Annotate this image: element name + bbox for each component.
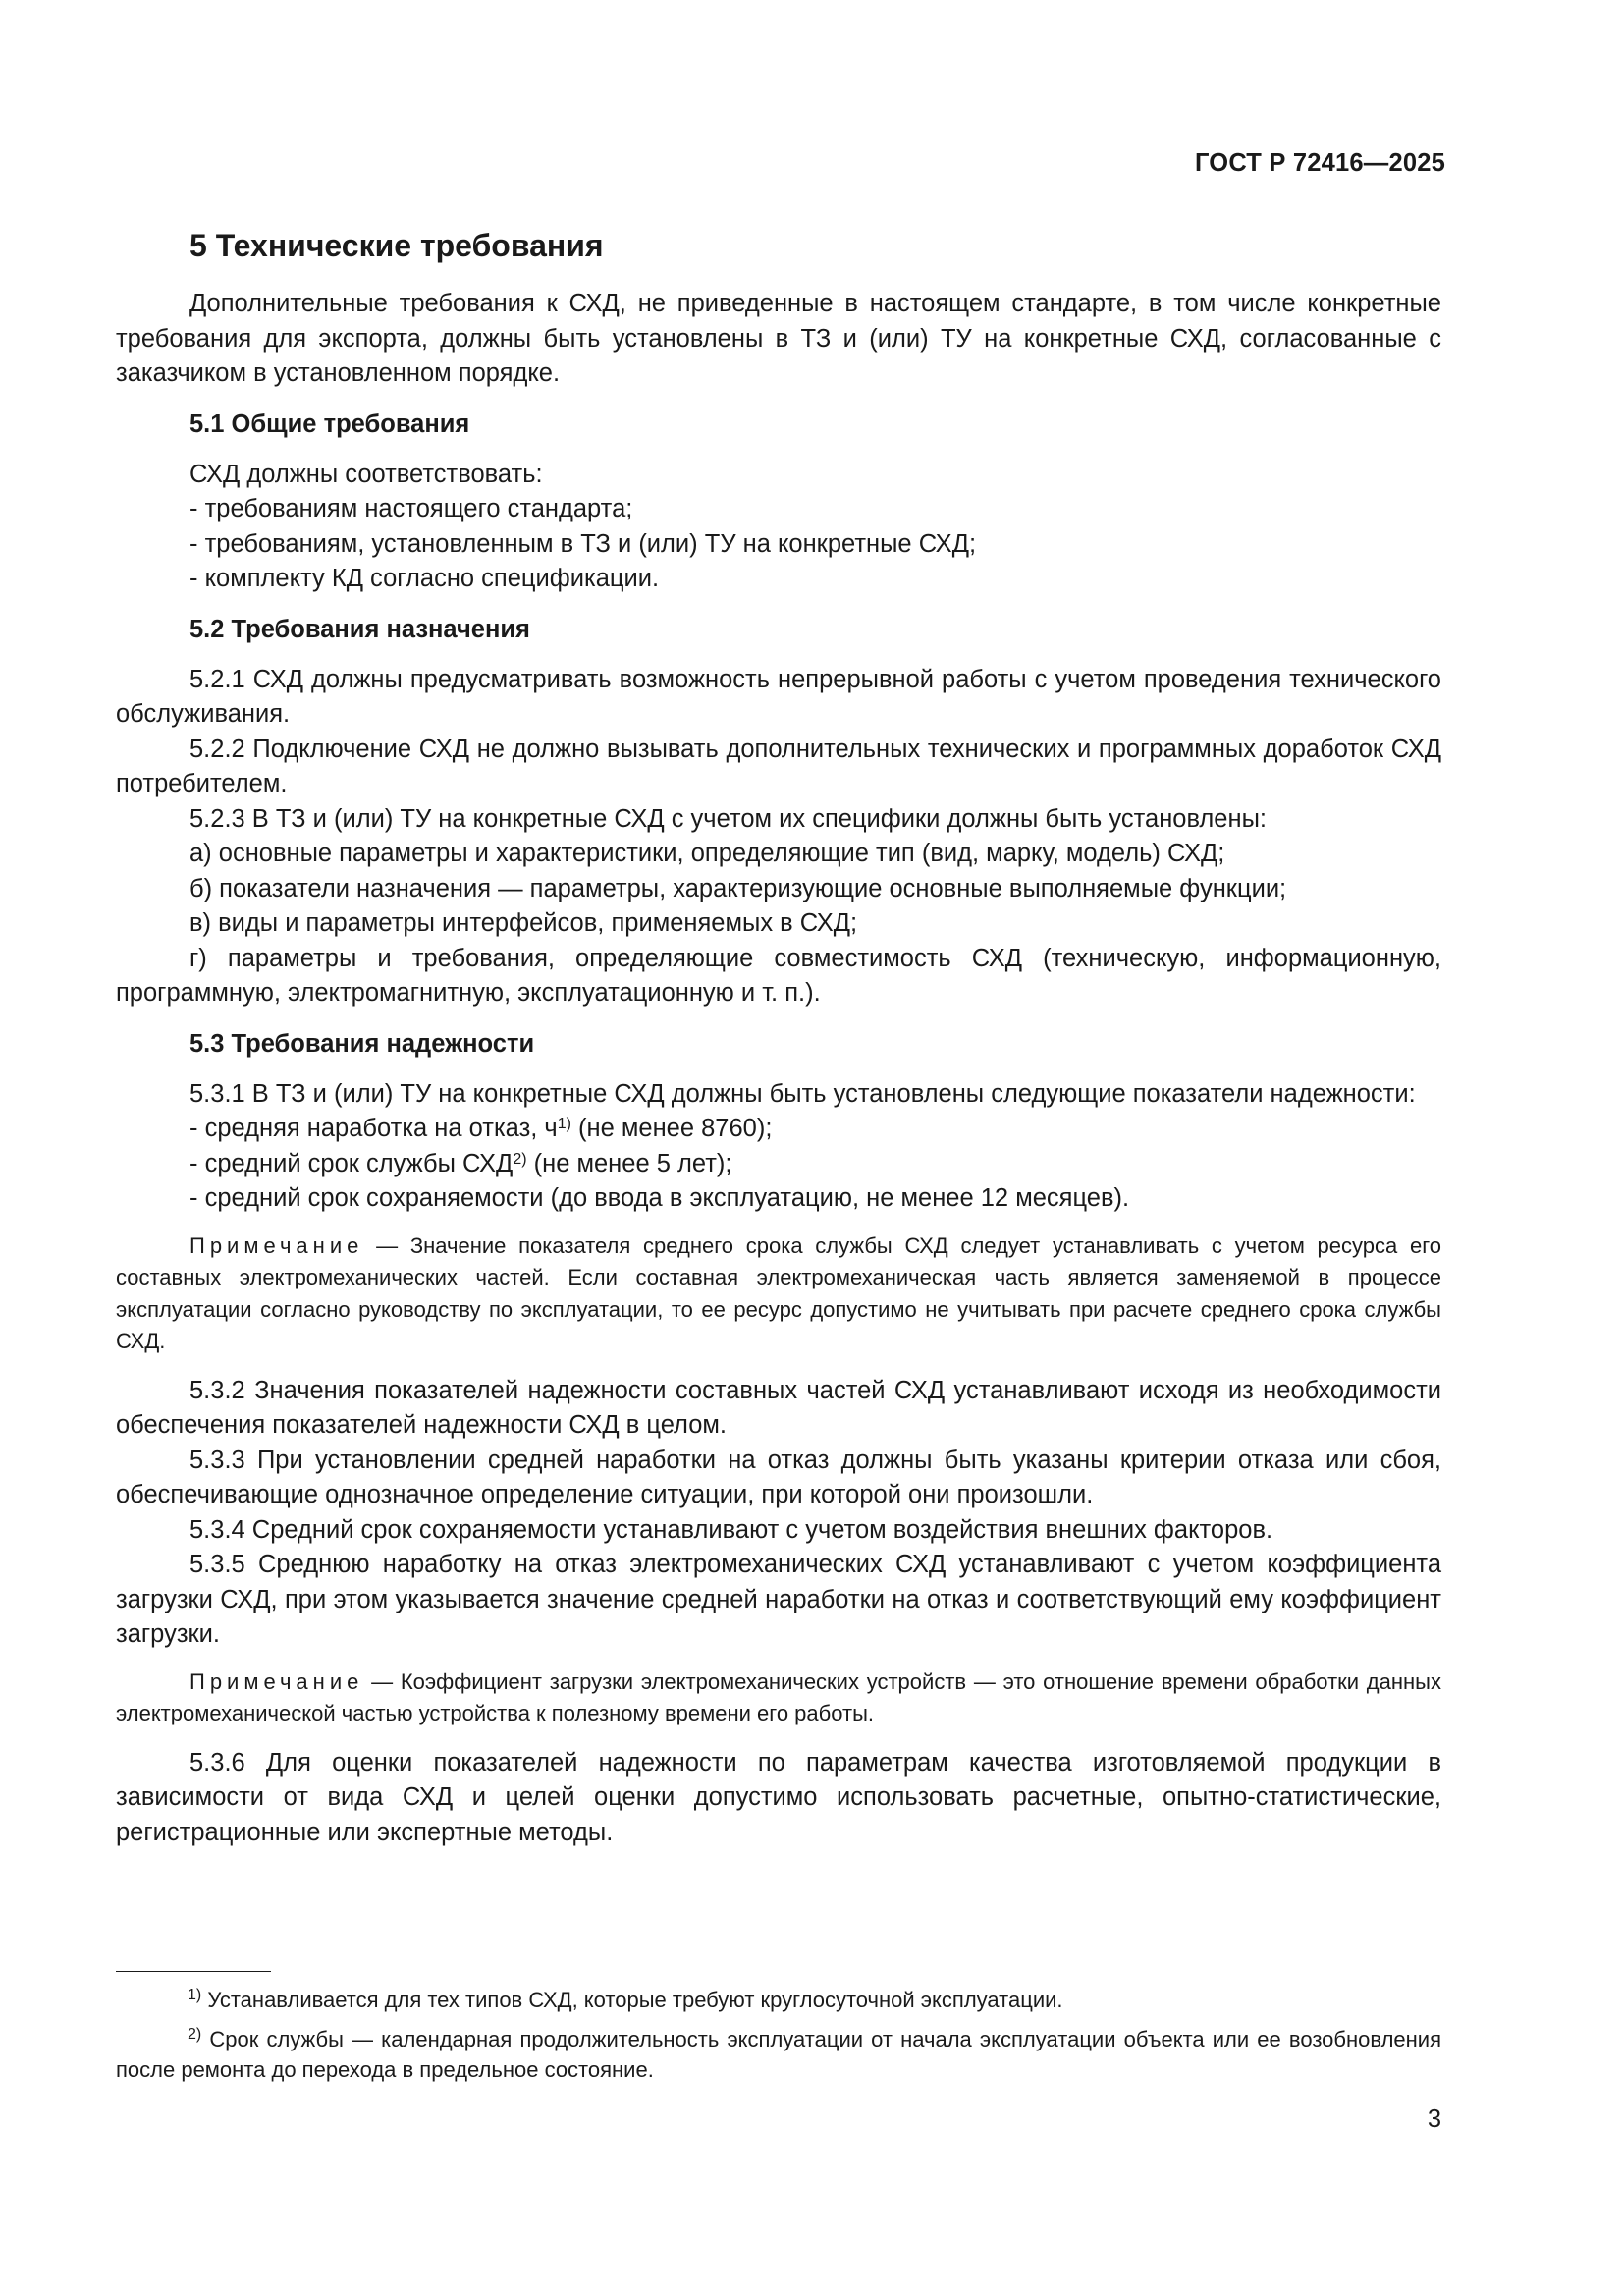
subsection-title-5-2: 5.2 Требования назначения — [189, 615, 530, 643]
list-item: - комплекту КД согласно спецификации. — [189, 565, 660, 592]
list-item: а) основные параметры и характеристики, определяющие тип (вид, марку, модель) СХД; — [189, 840, 1225, 867]
list-item: г) параметры и требования, определяющие совместимость СХД (техническую, информационную, программную, электромагнитную, эксплуатационную и т. п.). — [116, 944, 1441, 1007]
page-number: 3 — [1427, 2105, 1441, 2133]
footnote-text: Срок службы — календарная продолжительность эксплуатации от начала эксплуатации объекта или ее возобновления после ремонта до перехода в предельное состояние. — [116, 2027, 1441, 2082]
list-item: - средний срок сохраняемости (до ввода в эксплуатацию, не менее 12 месяцев). — [189, 1184, 1130, 1212]
footnote-mark: 2) — [188, 2026, 202, 2043]
list-item — [116, 1112, 1441, 1147]
footnote-mark: 1) — [188, 1987, 202, 2003]
footnote-divider — [116, 1971, 271, 1972]
note-text: — Значение показателя среднего срока службы СХД следует устанавливать с учетом ресурса его составных электромеханических частей. Если составная электромеханическая часть является заменяемой в процессе эксплуатации согласно руководству по эксплуатации, то ее ресурс допустимо не учитывать при расчете среднего срока службы СХД. — [116, 1232, 1441, 1353]
list-item: б) показатели назначения — параметры, характеризующие основные выполняемые функции; — [189, 874, 1287, 902]
list-item — [116, 1147, 1441, 1182]
note-1 — [116, 1230, 1441, 1358]
footnote-ref-2: 2) — [513, 1150, 527, 1168]
list-item: - требованиям, установленным в ТЗ и (или) ТУ на конкретные СХД; — [189, 529, 977, 558]
list-item: в) виды и параметры интерфейсов, применяемых в СХД; — [189, 909, 858, 937]
main-content — [116, 226, 1441, 1850]
list-item-text: (не менее 8760); — [570, 1115, 773, 1142]
note-text: — Коэффициент загрузки электромеханических устройств — это отношение времени обработки данных электромеханической частью устройства к полезному времени его работы. — [116, 1668, 1441, 1725]
list-item-text: - средний срок службы СХД — [189, 1149, 514, 1177]
subsection-title-5-1: 5.1 Общие требования — [189, 410, 470, 438]
paragraph-5-2-2: 5.2.2 Подключение СХД не должно вызывать дополнительных технических и программных доработок СХД потребителем. — [116, 735, 1441, 797]
general-requirements-lead: СХД должны соответствовать: — [189, 460, 543, 488]
footnote-ref-1: 1) — [557, 1116, 571, 1132]
list-item-text: (не менее 5 лет); — [526, 1149, 732, 1177]
section-intro: Дополнительные требования к СХД, не приведенные в настоящем стандарте, в том числе конкретные требования для экспорта, должны быть установлены в ТЗ и (или) ТУ на конкретные СХД, согласованные с заказчиком в установленном порядке. — [116, 290, 1441, 387]
paragraph-5-3-4: 5.3.4 Средний срок сохраняемости устанавливают с учетом воздействия внешних факторов. — [189, 1515, 1273, 1544]
list-item: - требованиям настоящего стандарта; — [189, 495, 633, 522]
footnote-2 — [116, 2024, 1441, 2085]
section-title: 5 Технические требования — [189, 228, 604, 263]
note-2 — [116, 1667, 1441, 1730]
document-code: ГОСТ Р 72416—2025 — [1194, 149, 1445, 177]
paragraph-5-3-2: 5.3.2 Значения показателей надежности составных частей СХД устанавливают исходя из необходимости обеспечения показателей надежности СХД в целом. — [116, 1376, 1441, 1439]
note-label: Примечание — [189, 1232, 364, 1258]
paragraph-5-2-1: 5.2.1 СХД должны предусматривать возможность непрерывной работы с учетом проведения технического обслуживания. — [116, 665, 1441, 728]
list-item-text: - средняя наработка на отказ, ч — [189, 1115, 558, 1142]
paragraph-5-3-1: 5.3.1 В ТЗ и (или) ТУ на конкретные СХД должны быть установлены следующие показатели надежности: — [189, 1079, 1416, 1108]
paragraph-5-3-3: 5.3.3 При установлении средней наработки на отказ должны быть указаны критерии отказа или сбоя, обеспечивающие однозначное определение ситуации, при которой они произошли. — [116, 1446, 1441, 1508]
paragraph-5-3-5: 5.3.5 Среднюю наработку на отказ электромеханических СХД устанавливают с учетом коэффициента загрузки СХД, при этом указывается значение средней наработки на отказ и соответствующий ему коэффициент загрузки. — [116, 1551, 1441, 1648]
note-label: Примечание — [189, 1668, 364, 1694]
footnotes — [116, 1985, 1441, 2094]
footnote-1 — [116, 1985, 1441, 2015]
paragraph-5-2-3: 5.2.3 В ТЗ и (или) ТУ на конкретные СХД с учетом их специфики должны быть установлены: — [189, 804, 1267, 833]
paragraph-5-3-6: 5.3.6 Для оценки показателей надежности по параметрам качества изготовляемой продукции в зависимости от вида СХД и целей оценки допустимо использовать расчетные, опытно-статистические, регистрационные или экспертные методы. — [116, 1748, 1441, 1846]
footnote-text: Устанавливается для тех типов СХД, которые требуют круглосуточной эксплуатации. — [201, 1988, 1063, 2012]
subsection-title-5-3: 5.3 Требования надежности — [189, 1029, 535, 1058]
